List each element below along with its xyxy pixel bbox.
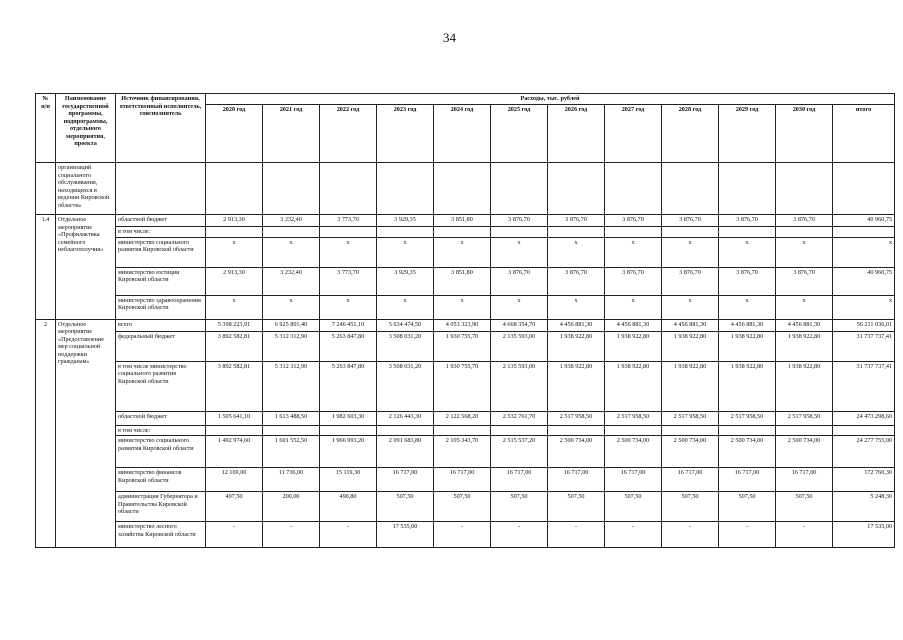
year-value: 16 717,00 — [491, 468, 548, 492]
year-value — [320, 227, 377, 238]
year-value: x — [662, 295, 719, 319]
header-source: Источник финансирования, ответственный исполнитель, соисполнитель — [116, 94, 206, 163]
year-value — [776, 227, 833, 238]
funding-source: министерство лесного хозяйства Кировской области — [116, 522, 206, 548]
year-value: 16 717,00 — [377, 468, 434, 492]
header-year: 2030 год — [776, 104, 833, 162]
year-value: 4 456 881,30 — [605, 319, 662, 331]
year-value: 507,50 — [491, 492, 548, 522]
funding-source: министерство финансов Кировской области — [116, 468, 206, 492]
header-year: 2027 год — [605, 104, 662, 162]
year-value: 3 876,70 — [548, 267, 605, 295]
year-value: 2 135 593,00 — [491, 331, 548, 361]
year-value: - — [719, 522, 776, 548]
year-value: 16 717,00 — [434, 468, 491, 492]
funding-source: министерство юстиции Кировской области — [116, 267, 206, 295]
year-value: 3 876,70 — [662, 215, 719, 227]
year-value: x — [263, 237, 320, 267]
year-value: 2 105 343,70 — [434, 436, 491, 468]
year-value: 1 938 922,80 — [662, 331, 719, 361]
year-value: 16 717,00 — [719, 468, 776, 492]
year-value — [377, 227, 434, 238]
year-value: 507,50 — [377, 492, 434, 522]
year-value: x — [776, 237, 833, 267]
funding-source: федеральный бюджет — [116, 331, 206, 361]
total-value: 5 248,30 — [833, 492, 895, 522]
year-value: 5 263 847,80 — [320, 361, 377, 411]
funding-source: администрация Губернатора и Правительства Кировской области — [116, 492, 206, 522]
funding-source: министерство социального развития Кировской области — [116, 436, 206, 468]
table-row — [36, 436, 895, 468]
year-value: 1 492 974,60 — [206, 436, 263, 468]
year-value: x — [377, 237, 434, 267]
funding-source: министерство здравоохранения Кировской области — [116, 295, 206, 319]
section-name: Отдельное мероприятие «Профилактика семейного неблагополучия» — [56, 215, 116, 320]
year-value: x — [491, 295, 548, 319]
table-row — [36, 215, 895, 227]
year-value — [605, 425, 662, 436]
year-value: 4 456 881,30 — [719, 319, 776, 331]
year-value: 4 456 881,30 — [776, 319, 833, 331]
year-value: 1 613 488,50 — [263, 411, 320, 425]
year-value: x — [434, 237, 491, 267]
funding-source: в том числе: — [116, 425, 206, 436]
year-value: 3 929,35 — [377, 267, 434, 295]
year-value: x — [377, 295, 434, 319]
header-year: 2024 год — [434, 104, 491, 162]
year-value: 490,80 — [320, 492, 377, 522]
year-value: x — [662, 237, 719, 267]
year-value — [320, 425, 377, 436]
year-value: 3 851,80 — [434, 267, 491, 295]
year-value — [491, 227, 548, 238]
header-year: 2023 год — [377, 104, 434, 162]
year-value: 2 515 537,20 — [491, 436, 548, 468]
year-value: x — [491, 237, 548, 267]
year-value: 2 500 734,00 — [605, 436, 662, 468]
table-row — [36, 295, 895, 319]
year-value: 507,50 — [548, 492, 605, 522]
year-value — [548, 425, 605, 436]
table-row — [36, 468, 895, 492]
year-value: 1 938 922,80 — [662, 361, 719, 411]
year-value: - — [263, 522, 320, 548]
year-value: x — [320, 295, 377, 319]
total-value — [833, 227, 895, 238]
year-value: 3 508 031,20 — [377, 361, 434, 411]
year-value: x — [206, 295, 263, 319]
year-value: x — [719, 237, 776, 267]
year-value: 3 876,70 — [491, 215, 548, 227]
total-value: 56 211 036,01 — [833, 319, 895, 331]
year-value: x — [320, 237, 377, 267]
header-expenses: Расходы, тыс. рублей — [206, 94, 895, 105]
year-value: 1 966 993,20 — [320, 436, 377, 468]
year-value: 3 876,70 — [776, 267, 833, 295]
year-value: 2 517 958,50 — [605, 411, 662, 425]
total-value: 24 473 298,60 — [833, 411, 895, 425]
year-value: 1 938 922,80 — [548, 331, 605, 361]
year-value: 3 876,70 — [662, 267, 719, 295]
year-value: x — [434, 295, 491, 319]
year-value: 6 925 801,40 — [263, 319, 320, 331]
table-row — [36, 425, 895, 436]
funding-source: областной бюджет — [116, 215, 206, 227]
year-value: 5 398 223,91 — [206, 319, 263, 331]
year-value: 12 169,00 — [206, 468, 263, 492]
year-value: 2 126 443,30 — [377, 411, 434, 425]
year-value: 16 717,00 — [662, 468, 719, 492]
year-value — [263, 227, 320, 238]
year-value — [491, 425, 548, 436]
year-value: 5 312 312,90 — [263, 361, 320, 411]
year-value — [548, 227, 605, 238]
year-value: - — [206, 522, 263, 548]
year-value: 1 505 641,10 — [206, 411, 263, 425]
header-year: 2022 год — [320, 104, 377, 162]
year-value: 1 938 922,80 — [548, 361, 605, 411]
total-value: x — [833, 295, 895, 319]
table-row — [36, 492, 895, 522]
funding-source: министерство социального развития Кировской области — [116, 237, 206, 267]
year-value: 3 508 031,20 — [377, 331, 434, 361]
year-value — [206, 227, 263, 238]
year-value: 7 246 451,10 — [320, 319, 377, 331]
header-year: 2020 год — [206, 104, 263, 162]
year-value: 1 982 603,30 — [320, 411, 377, 425]
year-value: 2 913,30 — [206, 215, 263, 227]
year-value: 507,50 — [662, 492, 719, 522]
year-value: 2 532 761,70 — [491, 411, 548, 425]
year-value: 16 717,00 — [605, 468, 662, 492]
table-row — [36, 237, 895, 267]
year-value: 497,50 — [206, 492, 263, 522]
total-value: 172 760,30 — [833, 468, 895, 492]
year-value: 2 500 734,00 — [548, 436, 605, 468]
year-value: 5 312 312,90 — [263, 331, 320, 361]
year-value: 3 851,80 — [434, 215, 491, 227]
year-value: 2 091 683,80 — [377, 436, 434, 468]
funding-source: областной бюджет — [116, 411, 206, 425]
total-value: 40 960,75 — [833, 267, 895, 295]
year-value: 11 736,00 — [263, 468, 320, 492]
year-value: 2 500 734,00 — [662, 436, 719, 468]
year-value: - — [320, 522, 377, 548]
year-value: 507,50 — [776, 492, 833, 522]
year-value: 5 634 474,50 — [377, 319, 434, 331]
year-value: 3 232,40 — [263, 267, 320, 295]
header-year: 2028 год — [662, 104, 719, 162]
year-value: 2 913,30 — [206, 267, 263, 295]
year-value: x — [605, 295, 662, 319]
year-value: x — [548, 237, 605, 267]
year-value: 2 517 958,50 — [662, 411, 719, 425]
continuation-text: организаций социального обслуживания, находящихся в ведении Кировской области» — [56, 163, 116, 215]
total-value: 17 535,00 — [833, 522, 895, 548]
cell-num — [36, 163, 56, 215]
year-value: x — [776, 295, 833, 319]
year-value: 4 456 881,30 — [548, 319, 605, 331]
year-value: x — [263, 295, 320, 319]
section-number: 1.4 — [36, 215, 56, 320]
year-value: 2 500 734,00 — [776, 436, 833, 468]
funding-source: в том числе министерство социального развития Кировской области — [116, 361, 206, 411]
year-value: 3 232,40 — [263, 215, 320, 227]
table-row — [36, 361, 895, 411]
year-value — [263, 425, 320, 436]
funding-source: в том числе: — [116, 227, 206, 238]
total-value: 31 737 737,41 — [833, 361, 895, 411]
year-value: 3 892 582,81 — [206, 361, 263, 411]
year-value — [605, 227, 662, 238]
total-value: 31 737 737,41 — [833, 331, 895, 361]
year-value: 2 517 958,50 — [776, 411, 833, 425]
year-value: 5 263 847,80 — [320, 331, 377, 361]
year-value — [434, 227, 491, 238]
header-year: 2025 год — [491, 104, 548, 162]
year-value: 17 535,00 — [377, 522, 434, 548]
year-value: 4 456 881,30 — [662, 319, 719, 331]
header-year: 2026 год — [548, 104, 605, 162]
year-value: 3 876,70 — [776, 215, 833, 227]
table-body — [36, 163, 895, 548]
year-value: 3 876,70 — [719, 267, 776, 295]
year-value: 4 668 354,70 — [491, 319, 548, 331]
year-value: 200,00 — [263, 492, 320, 522]
year-value: 2 517 958,50 — [719, 411, 776, 425]
year-value: - — [434, 522, 491, 548]
year-value: - — [776, 522, 833, 548]
year-value — [434, 425, 491, 436]
funding-source: всего — [116, 319, 206, 331]
table-row — [36, 163, 895, 215]
header-num: № п/п — [36, 94, 56, 163]
year-value: 15 119,30 — [320, 468, 377, 492]
year-value: x — [206, 237, 263, 267]
year-value: - — [605, 522, 662, 548]
year-value: 4 053 323,90 — [434, 319, 491, 331]
year-value: 3 876,70 — [548, 215, 605, 227]
year-value: 507,50 — [719, 492, 776, 522]
table-row — [36, 227, 895, 238]
year-value: 1 938 922,80 — [605, 361, 662, 411]
year-value: x — [605, 237, 662, 267]
table-row — [36, 522, 895, 548]
total-value: x — [833, 237, 895, 267]
year-value: 16 717,00 — [776, 468, 833, 492]
budget-table — [35, 93, 895, 548]
section-number: 2 — [36, 319, 56, 548]
year-value: 1 938 922,80 — [776, 331, 833, 361]
year-value: x — [548, 295, 605, 319]
year-value — [662, 425, 719, 436]
year-value: 2 500 734,00 — [719, 436, 776, 468]
total-value: 40 960,75 — [833, 215, 895, 227]
year-value: 507,50 — [434, 492, 491, 522]
year-value — [662, 227, 719, 238]
table-row — [36, 411, 895, 425]
year-value — [719, 227, 776, 238]
year-value: - — [662, 522, 719, 548]
year-value: 3 892 582,81 — [206, 331, 263, 361]
year-value: 1 938 922,80 — [719, 361, 776, 411]
year-value: 507,50 — [605, 492, 662, 522]
table-row — [36, 267, 895, 295]
year-value — [776, 425, 833, 436]
year-value: 3 773,70 — [320, 215, 377, 227]
year-value: 16 717,00 — [548, 468, 605, 492]
total-value — [833, 425, 895, 436]
year-value: 1 930 755,70 — [434, 361, 491, 411]
total-value: 24 277 755,00 — [833, 436, 895, 468]
year-value: 3 876,70 — [491, 267, 548, 295]
year-value: 1 601 552,50 — [263, 436, 320, 468]
cell-source — [116, 163, 206, 215]
year-value: 1 938 922,80 — [719, 331, 776, 361]
year-value: 2 122 568,20 — [434, 411, 491, 425]
year-value: 1 938 922,80 — [605, 331, 662, 361]
year-value: 3 876,70 — [719, 215, 776, 227]
section-name: Отдельное мероприятие «Предоставление мер социальной поддержки гражданам» — [56, 319, 116, 548]
header-year: 2029 год — [719, 104, 776, 162]
year-value: 3 876,70 — [605, 215, 662, 227]
header-name: Наименование государственной программы, подпрограммы, отдельного мероприятия, проекта — [56, 94, 116, 163]
header-year: итого — [833, 104, 895, 162]
year-value: - — [548, 522, 605, 548]
year-value: 3 929,35 — [377, 215, 434, 227]
year-value: - — [491, 522, 548, 548]
year-value: 3 773,70 — [320, 267, 377, 295]
table-header — [36, 94, 895, 163]
table-row — [36, 331, 895, 361]
header-year: 2021 год — [263, 104, 320, 162]
year-value: 3 876,70 — [605, 267, 662, 295]
year-value: 2 135 593,00 — [491, 361, 548, 411]
year-value — [206, 425, 263, 436]
year-value: 1 938 922,80 — [776, 361, 833, 411]
year-value — [377, 425, 434, 436]
year-value: 1 930 755,70 — [434, 331, 491, 361]
year-value — [719, 425, 776, 436]
year-value: x — [719, 295, 776, 319]
year-value: 2 517 958,50 — [548, 411, 605, 425]
table-row — [36, 319, 895, 331]
page-number: 34 — [443, 30, 456, 45]
